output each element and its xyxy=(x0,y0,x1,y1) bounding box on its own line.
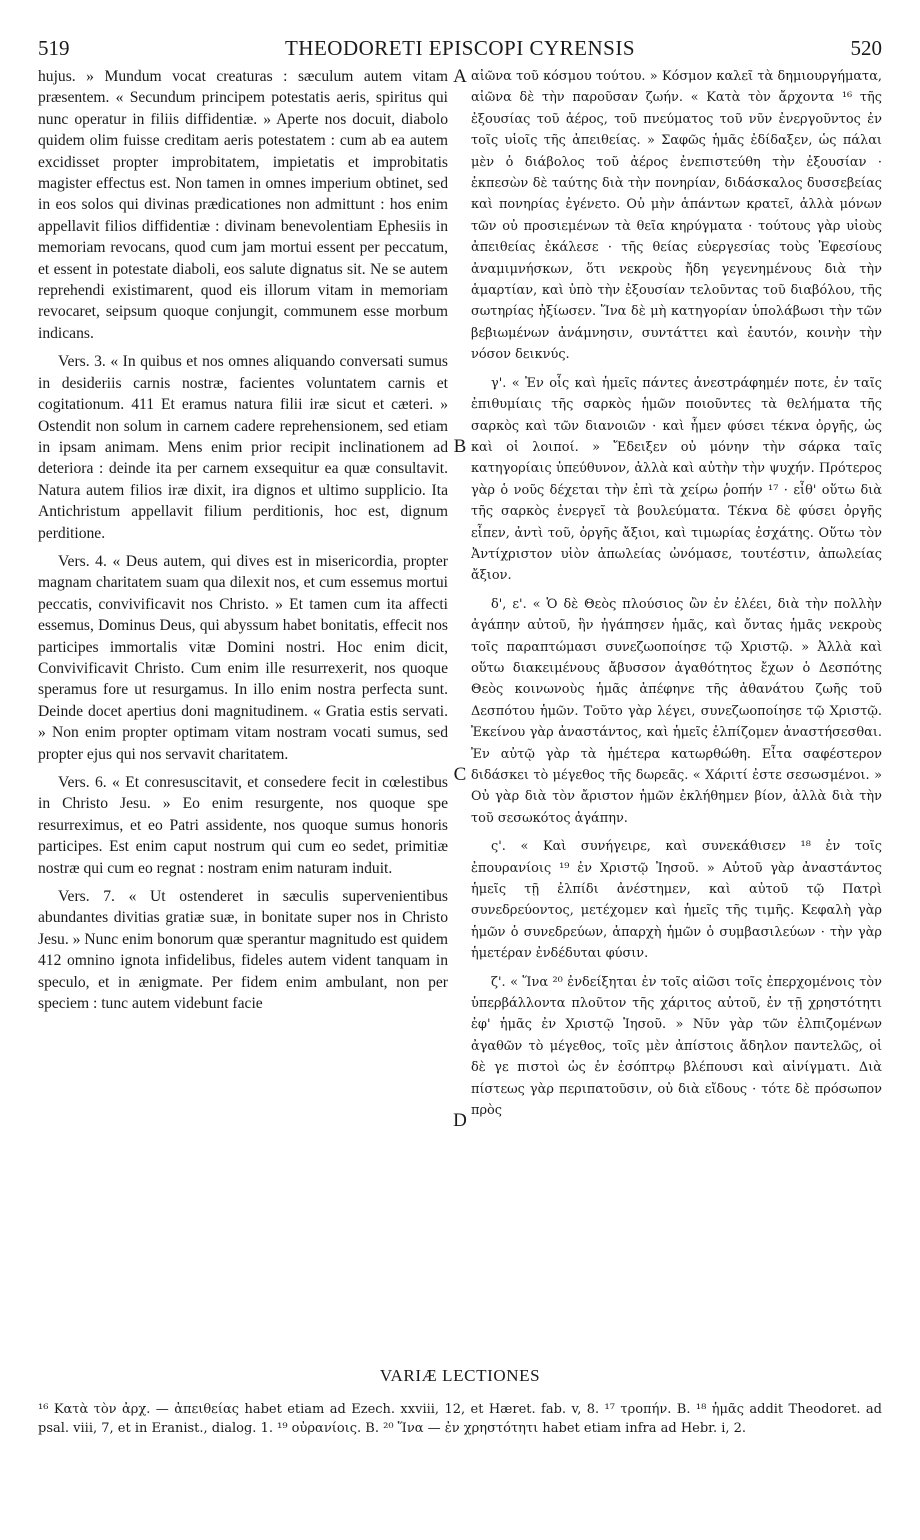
latin-paragraph: Vers. 4. « Deus autem, qui dives est in misericordia, propter magnam charitatem suam qua dilexit nos, et cum essemus mortui peccatis, convivificavit nos Christo. » Et tamen cum ita affecti essemus, Dominus Deus, qui abyssum habet bonitatis, effecit nos participes immortalis vitæ Domini nostri. Hoc enim dicit, Convivificavit Christo. Cum enim ille resurrexerit, nos quoque speramus fore ut resurgamus. In illo enim nostra perfecta sunt. Deinde docet apertius doni magnitudinem. « Gratia estis servati. » Non enim propter optimam vitam nostram vocati sumus, sed propter ejus qui nos servavit charitatem. xyxy=(38,552,448,763)
latin-paragraph: Vers. 7. « Ut ostenderet in sæculis supervenientibus abundantes divitias gratiæ suæ, in bonitate super nos in Christo Jesu. » Nunc enim bonorum quæ sperantur magnitudo est quidem 412 omnino ignota infidelibus, fideles autem vident tanquam in speculo, et in ænigmate. Per fidem enim ambulant, non per speciem : tunc autem videbunt facie xyxy=(38,888,448,1013)
footnotes: ¹⁶ Κατὰ τὸν ἀρχ. — ἀπειθείας habet etiam ad Ezech. xxviii, 12, et Hæret. fab. v, 8. ¹⁷ τροπήν. B. ¹⁸ ἡμᾶς addit Theodoret. ad psal. viii, 7, et in Eranist., dialog. 1. ¹⁹ οὐρανίοις. B. ²⁰ Ἵνα — ἐν χρηστότητι habet etiam infra ad Hebr. i, 2. xyxy=(38,1402,882,1436)
column-marker-b: B xyxy=(453,436,467,457)
page-number-left: 519 xyxy=(38,36,70,60)
column-marker-a: A xyxy=(453,66,467,87)
latin-paragraph: hujus. » Mundum vocat creaturas : sæculum autem vitam præsentem. « Secundum principem potestatis aeris, spiritus qui nunc operatur in filiis diffidentiæ. » Aperte nos docuit, diabolo quidem olim fuisse creditam aeris potestatem : cum ab ea autem excidisset propter improbitatem, impietatis et improbitatis magister effectus est. Non tamen in omnes imperium obtinet, sed in eos solos qui divinas prædicationes non admittunt : hos enim appellavit filios diffidentiæ : divinam benevolentiam Ephesiis in memoriam revocans, quod cum jam mortui essent per peccatum, et essent in potestate diaboli, eos salute dignatus sit. Ne se autem reprehendi existimarent, quod eis illorum vitam in memoriam revocaret, seipsum quoque conjungit, communem esse morbum indicans. xyxy=(38,68,448,342)
greek-paragraph: αἰῶνα τοῦ κόσμου τούτου. » Κόσμον καλεῖ τὰ δημιουργήματα, αἰῶνα δὲ τὴν παροῦσαν ζωήν. « Κατὰ τὸν ἄρχοντα ¹⁶ τῆς ἐξουσίας τοῦ ἀέρος, τοῦ πνεύματος τοῦ νῦν ἐνεργοῦντος ἐν τοῖς υἱοῖς τῆς ἀπειθείας. » Σαφῶς ἡμᾶς ἐδίδαξεν, ὡς πάλαι μὲν ὁ διάβολος τοῦ ἀέρος ἐνεπιστεύθη τὴν ἐξουσίαν · ἐκπεσὼν δὲ ταύτης διὰ τὴν πονηρίαν, διδάσκαλος δυσσεβείας καὶ πονηρίας ἐγένετο. Οὐ μὴν ἁπάντων κρατεῖ, ἀλλὰ μόνων τῶν οὐ προσιεμένων τὰ θεῖα κηρύγματα · τούτους γὰρ υἱοὺς ἀπειθείας ἐκάλεσε · τῆς θείας εὐεργεσίας τοὺς Ἐφεσίους ἀναμιμνήσκων, ὅτι νεκροὺς ἤδη γεγενημένους διὰ τὴν ἁμαρτίαν, καὶ ὑπὸ τὴν ἐξουσίαν τελοῦντας τοῦ διαβόλου, τῆς σωτηρίας ἠξίωσεν. Ἵνα δὲ μὴ κατηγορίαν ὑπολάβωσι τὴν τῶν βεβιωμένων ἀνάμνησιν, συντάττει καὶ ἑαυτόν, κοινὴν τὴν νόσον δεικνύς. xyxy=(471,69,882,363)
latin-column xyxy=(38,66,448,1342)
greek-paragraph: γ'. « Ἐν οἷς καὶ ἡμεῖς πάντες ἀνεστράφημέν ποτε, ἐν ταῖς ἐπιθυμίαις τῆς σαρκὸς ἡμῶν ποιοῦντες τὰ θελήματα τῆς σαρκὸς καὶ τῶν διανοιῶν · καὶ ἦμεν φύσει τέκνα ὀργῆς, ὡς καὶ οἱ λοιποί. » Ἔδειξεν οὐ μόνην τὴν σάρκα ταῖς κατηγορίαις ὑπεύθυνον, ἀλλὰ καὶ αὐτὴν τὴν ψυχήν. Πρότερος γὰρ ὁ νοῦς δέχεται τὴν ἐπὶ τὰ χείρω ῥοπήν ¹⁷ · εἶθ' οὕτω διὰ τῆς σαρκὸς ἐνεργεῖ τὰ βουλεύματα. Τέκνα δὲ φύσει ὀργῆς εἶπεν, ἀντὶ τοῦ, ὀργῆς ἄξιοι, καὶ τιμωρίας ἐσχάτης. Οὕτω τὸν Ἀντίχριστον υἱὸν ἀπωλείας ὠνόμασε, τουτέστιν, ἀπωλείας ἄξιον. xyxy=(471,375,882,584)
greek-paragraph: δ', ε'. « Ὁ δὲ Θεὸς πλούσιος ὢν ἐν ἐλέει, διὰ τὴν πολλὴν ἀγάπην αὐτοῦ, ἣν ἠγάπησεν ἡμᾶς, καὶ ὄντας ἡμᾶς νεκροὺς τοῖς παραπτώμασι συνεζωοποίησε τῷ Χριστῷ. » Ἀλλὰ καὶ οὕτω διακειμένους ἄβυσσον ἀγαθότητος ἔχων ὁ Δεσπότης Θεὸς κοινωνοὺς ἡμᾶς ἀπέφηνε τῆς ἀθανάτου ζωῆς τοῦ Δεσπότου ἡμῶν. Τοῦτο γὰρ λέγει, συνεζωοποίησε τῷ Χριστῷ. Ἐκείνου γὰρ ἀναστάντος, καὶ ἡμεῖς ἐλπίζομεν ἀναστήσεσθαι. Ἐν αὐτῷ γὰρ τὰ ἡμέτερα κατωρθώθη. Εἶτα σαφέστερον διδάσκει τὸ μέγεθος τῆς δωρεᾶς. « Χάριτί ἐστε σεσωσμένοι. » Οὐ γὰρ διὰ τὸν ἄριστον ἡμῶν ἐκλήθημεν βίον, ἀλλὰ διὰ τὴν τοῦ σεσωκότος ἀγάπην. xyxy=(471,596,882,826)
column-marker-c: C xyxy=(453,764,467,785)
greek-column xyxy=(471,66,882,1342)
latin-paragraph: Vers. 3. « In quibus et nos omnes aliquando conversati sumus in desideriis carnis nostræ, facientes voluntatem carnis et cogitationum. 411 Et eramus natura filii iræ sicut et cæteri. » Ostendit non solum in carnem cadere reprehensionem, sed etiam in ipsam animam. Mens enim prior recipit inclinationem ad deteriora : deinde ita per carnem exsequitur ea quæ consultavit. Natura autem filios iræ dixit, ira dignos et ultimo supplicio. Ita Antichristum appellavit filium perditionis, hoc est, dignum perditione. xyxy=(38,353,448,542)
greek-paragraph: ς'. « Καὶ συνήγειρε, καὶ συνεκάθισεν ¹⁸ ἐν τοῖς ἐπουρανίοις ¹⁹ ἐν Χριστῷ Ἰησοῦ. » Αὐτοῦ γὰρ ἀναστάντος ἡμεῖς τῇ ἐλπίδι ἀνέστημεν, καὶ αὐτοῦ τῷ Πατρὶ συνεδρεύοντος, μετέχομεν καὶ ἡμεῖς τῆς τιμῆς. Κεφαλὴ γὰρ ἡμῶν ὁ συνεδρεύων, ἀπαρχὴ ἡμῶν ὁ συμβασιλεύων · τὴν γὰρ ἡμετέραν ἐνδέδυται φύσιν. xyxy=(471,839,882,962)
variae-lectiones-heading: VARIÆ LECTIONES xyxy=(379,1366,541,1385)
greek-paragraph: ζ'. « Ἵνα ²⁰ ἐνδείξηται ἐν τοῖς αἰῶσι τοῖς ἐπερχομένοις τὸν ὑπερβάλλοντα πλοῦτον τῆς χάριτος αὐτοῦ, ἐν τῇ χρηστότητι ἐφ' ἡμᾶς ἐν Χριστῷ Ἰησοῦ. » Νῦν γὰρ τῶν ἐλπιζομένων ἀγαθῶν τὸ μέγεθος, τοῖς μὲν ἀπίστοις ἄδηλον παντελῶς, οἱ δὲ γε πιστοὶ ὡς ἐν ἐσόπτρῳ βλέπουσι καὶ αἰνίγματι. Διὰ πίστεως γὰρ περιπατοῦσιν, οὐ διὰ εἴδους · τότε δὲ πρόσωπον πρὸς xyxy=(471,974,882,1119)
latin-paragraph: Vers. 6. « Et conresuscitavit, et consedere fecit in cœlestibus in Christo Jesu. » Eo enim resurgente, nos quoque spe resurreximus, et eo Patri assidente, nos quoque sumus honoris participes. Est enim caput nostrum qui cum eo sedet, primitiæ nostræ qui cum eo regnat : nostram enim naturam induit. xyxy=(38,774,448,877)
column-marker-d: D xyxy=(453,1110,467,1131)
running-title: THEODORETI EPISCOPI CYRENSIS xyxy=(284,36,636,60)
page-header xyxy=(38,36,882,64)
page-number-right: 520 xyxy=(850,36,882,60)
